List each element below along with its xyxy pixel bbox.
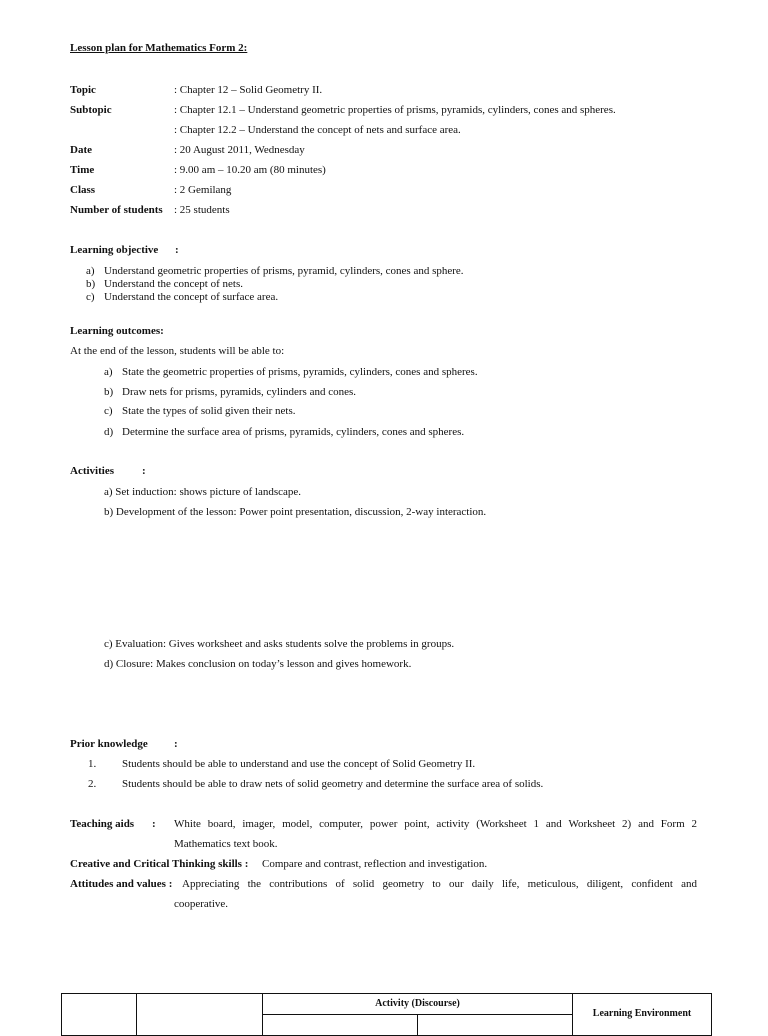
detail-label: Time <box>70 164 95 176</box>
attitudes-value-line2: cooperative. <box>174 898 229 910</box>
table-cell <box>62 994 137 1036</box>
activity-item: d) Closure: Makes conclusion on today’s lesson and gives homework. <box>104 658 412 670</box>
prior-marker: 2. <box>88 778 97 790</box>
objective-heading: Learning objective <box>70 244 159 256</box>
table-cell <box>418 1015 573 1036</box>
activity-item: a) Set induction: shows picture of landscape. <box>104 486 302 498</box>
activities-colon: : <box>142 465 146 477</box>
outcomes-heading: Learning outcomes: <box>70 325 164 337</box>
prior-item: Students should be able to draw nets of solid geometry and determine the surface area of solids. <box>122 778 544 790</box>
activity-item: c) Evaluation: Gives worksheet and asks students solve the problems in groups. <box>104 638 455 650</box>
page-title: Lesson plan for Mathematics Form 2: <box>70 42 248 54</box>
lesson-table <box>61 993 712 1036</box>
objective-item: Understand the concept of surface area. <box>104 291 279 303</box>
objective-marker: a) <box>86 265 95 277</box>
activity-header: Activity (Discourse) <box>263 994 573 1015</box>
prior-colon: : <box>174 738 178 750</box>
prior-heading: Prior knowledge <box>70 738 148 750</box>
aids-value-line2: Mathematics text book. <box>174 838 278 850</box>
outcomes-intro: At the end of the lesson, students will be able to: <box>70 345 285 357</box>
objective-item: Understand geometric properties of prisms, pyramid, cylinders, cones and sphere. <box>104 265 464 277</box>
detail-label: Date <box>70 144 92 156</box>
cct-label: Creative and Critical Thinking skills : <box>70 858 249 870</box>
prior-item: Students should be able to understand and use the concept of Solid Geometry II. <box>122 758 476 770</box>
detail-value: : 9.00 am – 10.20 am (80 minutes) <box>174 164 326 176</box>
outcome-marker: b) <box>104 386 114 398</box>
prior-marker: 1. <box>88 758 97 770</box>
cct-value: Compare and contrast, reflection and investigation. <box>262 858 488 870</box>
outcome-marker: a) <box>104 366 113 378</box>
detail-value: : 20 August 2011, Wednesday <box>174 144 305 156</box>
detail-value: : Chapter 12.1 – Understand geometric properties of prisms, pyramids, cylinders, cones and spheres. <box>174 104 616 116</box>
attitudes-value-line1: Appreciating the contributions of solid geometry to our daily life, meticulous, diligent, confident and <box>182 878 697 890</box>
objective-colon: : <box>175 244 179 256</box>
objective-marker: c) <box>86 291 95 303</box>
detail-label: Number of students <box>70 204 163 216</box>
outcome-item: State the types of solid given their nets. <box>122 405 296 417</box>
objective-marker: b) <box>86 278 96 290</box>
activity-item: b) Development of the lesson: Power point presentation, discussion, 2-way interaction. <box>104 506 487 518</box>
detail-label: Topic <box>70 84 96 96</box>
table-cell <box>137 994 263 1036</box>
objective-item: Understand the concept of nets. <box>104 278 243 290</box>
outcome-item: Determine the surface area of prisms, pyramids, cylinders, cones and spheres. <box>122 426 465 438</box>
detail-value: : 25 students <box>174 204 230 216</box>
detail-value: : Chapter 12.2 – Understand the concept of nets and surface area. <box>174 124 461 136</box>
outcome-marker: c) <box>104 405 113 417</box>
detail-value: : Chapter 12 – Solid Geometry II. <box>174 84 323 96</box>
outcome-item: State the geometric properties of prisms, pyramids, cylinders, cones and spheres. <box>122 366 478 378</box>
detail-label: Subtopic <box>70 104 112 116</box>
aids-label: Teaching aids <box>70 818 135 830</box>
learning-environment-header: Learning Environment <box>573 994 712 1036</box>
activities-heading: Activities <box>70 465 114 477</box>
outcome-marker: d) <box>104 426 114 438</box>
aids-value-line1: White board, imager, model, computer, power point, activity (Worksheet 1 and Worksheet 2) and Form 2 <box>174 818 697 830</box>
outcome-item: Draw nets for prisms, pyramids, cylinders and cones. <box>122 386 357 398</box>
table-cell <box>263 1015 418 1036</box>
detail-value: : 2 Gemilang <box>174 184 232 196</box>
detail-label: Class <box>70 184 96 196</box>
aids-colon: : <box>152 818 156 830</box>
attitudes-label: Attitudes and values : <box>70 878 173 890</box>
